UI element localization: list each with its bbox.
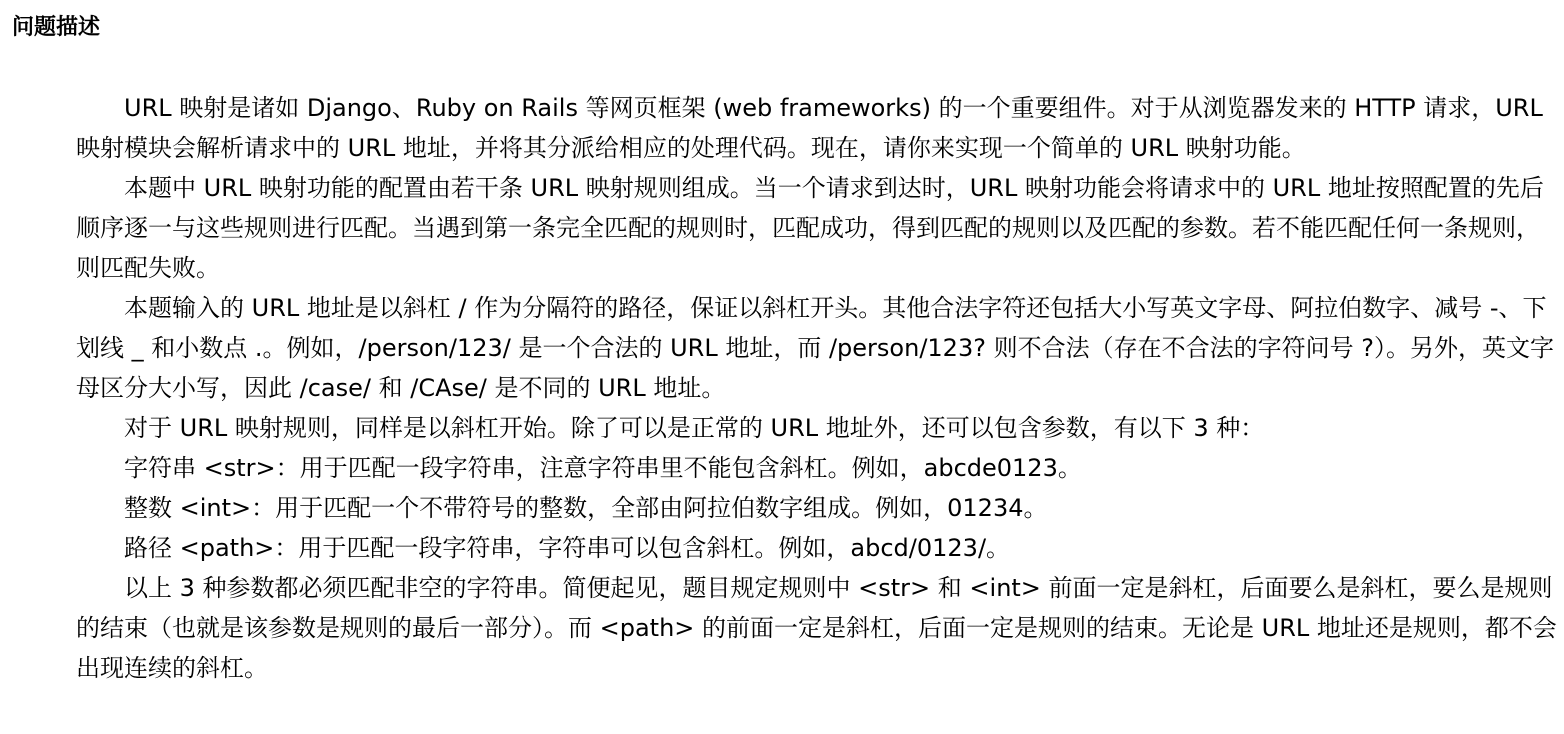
paragraph-parameter-constraints: 以上 3 种参数都必须匹配非空的字符串。简便起见，题目规定规则中 <str> 和 <int> 前面一定是斜杠，后面要么是斜杠，要么是规则的结束（也就是该参数是规则的最后一部分）。而 <path> 的前面一定是斜杠，后面一定是规则的结束。无论是 URL 地址还是规则，都不会出现连续的斜杠。 bbox=[76, 574, 1557, 682]
paragraph-url-format: 本题输入的 URL 地址是以斜杠 / 作为分隔符的路径，保证以斜杠开头。其他合法字符还包括大小写英文字母、阿拉伯数字、减号 -、下划线 _ 和小数点 .。例如，/person/123/ 是一个合法的 URL 地址，而 /person/123? 则不合法（存在不合法的字符问号 ?）。另外，英文字母区分大小写，因此 /case/ 和 /CAse/ 是不同的 URL 地址。 bbox=[76, 294, 1554, 402]
paragraph-path-parameter: 路径 <path>：用于匹配一段字符串，字符串可以包含斜杠。例如，abcd/0123/。 bbox=[124, 534, 1011, 562]
problem-description bbox=[76, 88, 1560, 688]
paragraph-rules-config: 本题中 URL 映射功能的配置由若干条 URL 映射规则组成。当一个请求到达时，URL 映射功能会将请求中的 URL 地址按照配置的先后顺序逐一与这些规则进行匹配。当遇到第一条完全匹配的规则时，匹配成功，得到匹配的规则以及匹配的参数。若不能匹配任何一条规则，则匹配失败。 bbox=[76, 174, 1544, 282]
section-title: 问题描述 bbox=[12, 15, 101, 40]
paragraph-str-parameter: 字符串 <str>：用于匹配一段字符串，注意字符串里不能包含斜杠。例如，abcde0123。 bbox=[124, 454, 1082, 482]
paragraph-rule-parameters: 对于 URL 映射规则，同样是以斜杠开始。除了可以是正常的 URL 地址外，还可以包含参数，有以下 3 种： bbox=[124, 414, 1265, 442]
paragraph-int-parameter: 整数 <int>：用于匹配一个不带符号的整数，全部由阿拉伯数字组成。例如，01234。 bbox=[124, 494, 1048, 522]
paragraph-url-mapping-intro: URL 映射是诸如 Django、Ruby on Rails 等网页框架 (web frameworks) 的一个重要组件。对于从浏览器发来的 HTTP 请求，URL 映射模块会解析请求中的 URL 地址，并将其分派给相应的处理代码。现在，请你来实现一个简单的 URL 映射功能。 bbox=[76, 94, 1543, 162]
